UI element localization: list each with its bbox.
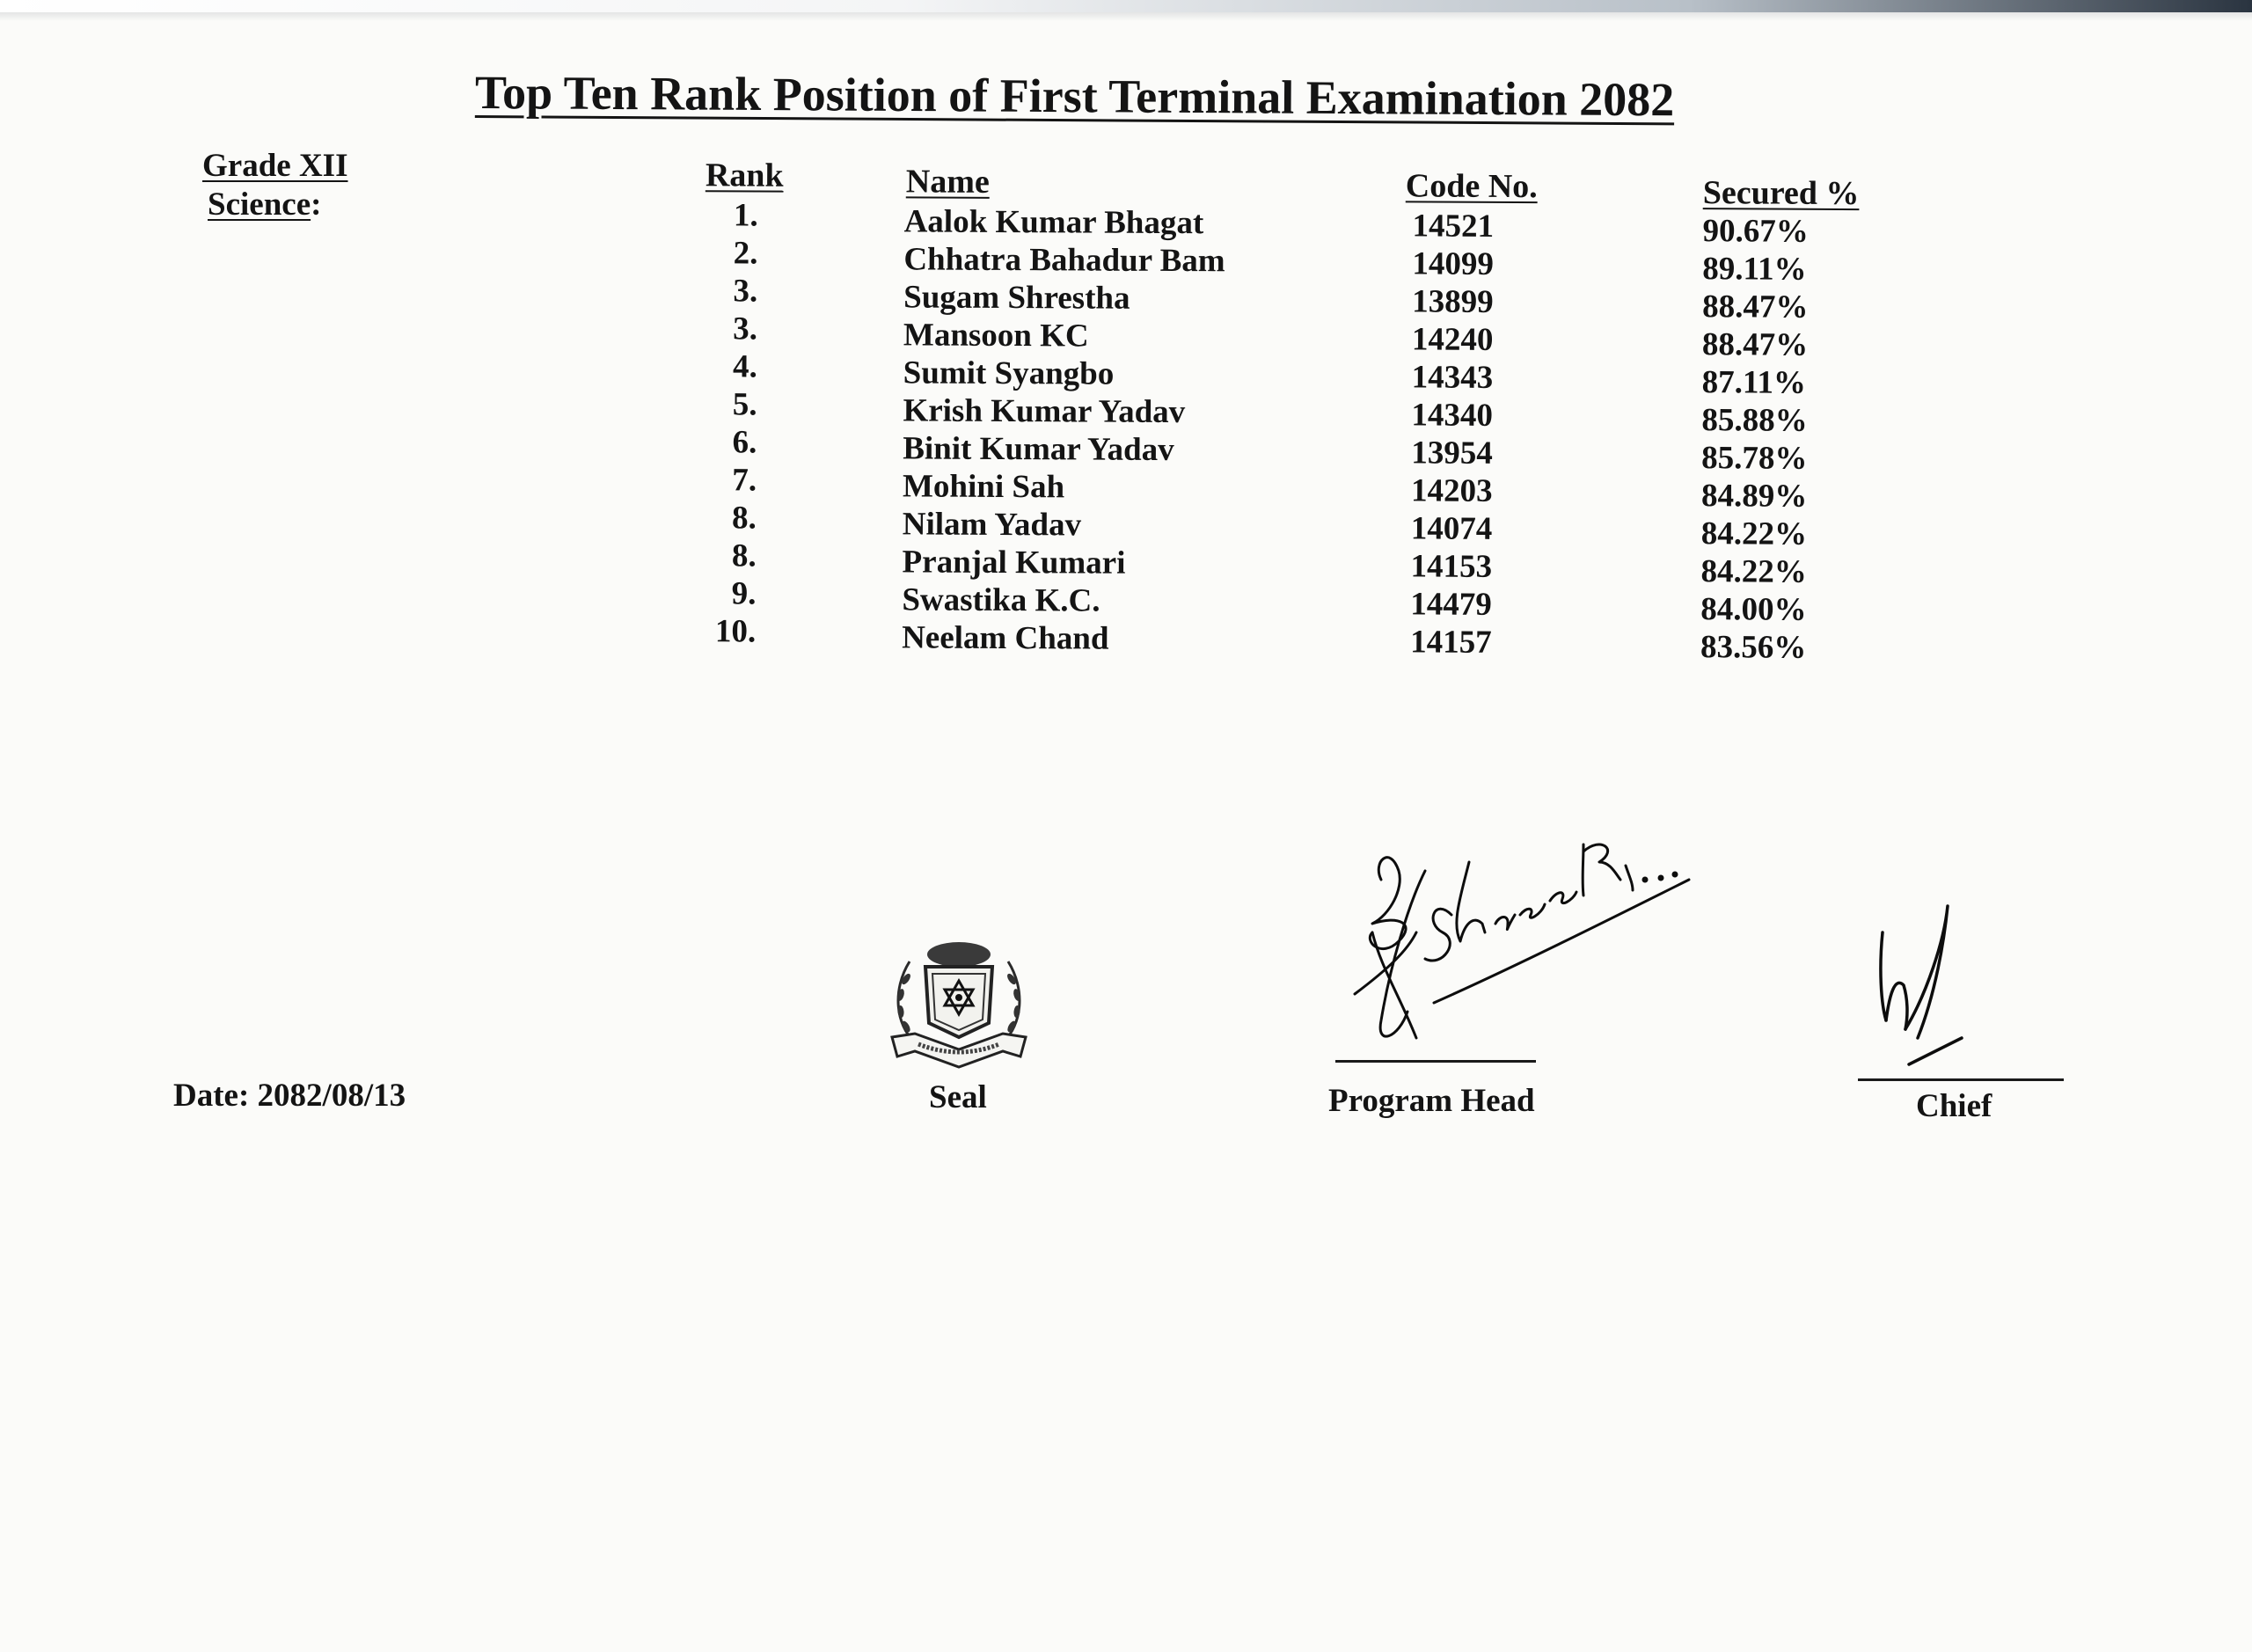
table-row [666,613,1897,666]
row-name: Mansoon KC [903,317,1089,355]
row-name: Swastika K.C. [902,581,1100,619]
row-code: 13954 [1411,435,1493,471]
row-name: Aalok Kumar Bhagat [903,203,1204,242]
row-percent: 83.56% [1700,629,1807,666]
row-name: Chhatra Bahadur Bam [903,241,1225,280]
row-code: 14099 [1412,245,1494,282]
row-percent: 87.11% [1701,364,1807,401]
school-seal-icon [880,928,1038,1078]
rank-table [666,158,1900,666]
table-row [668,273,1899,325]
row-rank: 6. [732,424,757,461]
page-top-edge [0,0,2252,12]
header-percent: Secured % [1702,174,1860,213]
stream-colon: : [311,186,322,223]
program-head-signature-line [1335,1060,1536,1063]
table-row [668,311,1899,363]
row-code: 14240 [1411,321,1494,358]
row-percent: 88.47% [1702,289,1809,325]
row-rank: 5. [732,386,757,423]
row-percent: 89.11% [1702,251,1807,288]
row-code: 14521 [1412,208,1495,245]
page-top-edge-shadow [0,12,2252,21]
stream-label [208,188,321,221]
row-percent: 85.88% [1701,402,1808,439]
table-row [667,386,1898,439]
table-row [667,462,1898,515]
row-name: Sumit Syangbo [903,355,1115,392]
row-code: 14343 [1411,359,1494,396]
row-rank: 8. [732,500,757,537]
row-code: 14074 [1410,510,1493,547]
header-name: Name [905,163,990,201]
header-rank: Rank [705,157,784,194]
row-name: Mohini Sah [902,468,1065,506]
row-rank: 9. [731,575,757,612]
row-rank: 3. [733,311,758,347]
chief-signature [1856,888,1988,1082]
issue-date: Date: 2082/08/13 [173,1078,406,1114]
row-rank: 10. [714,613,757,650]
table-row [668,348,1899,401]
program-head-signature [1320,792,1724,1064]
row-rank: 2. [733,235,758,272]
row-name: Binit Kumar Yadav [903,430,1174,469]
row-name: Neelam Chand [902,619,1109,657]
row-rank: 4. [732,348,757,385]
row-rank: 3. [733,273,758,310]
header-code: Code No. [1405,167,1538,206]
row-rank: 1. [733,197,758,234]
row-rank: 8. [731,537,757,574]
row-percent: 84.00% [1700,591,1807,628]
row-name: Pranjal Kumari [902,544,1126,581]
table-row [666,575,1897,628]
seal-label: Seal [929,1079,987,1115]
row-code: 14153 [1410,548,1493,585]
table-row [667,424,1898,477]
row-percent: 85.78% [1701,440,1808,477]
row-percent: 84.22% [1700,553,1807,590]
row-percent: 84.22% [1700,515,1808,552]
stream-name: Science [208,186,311,223]
chief-signature-line [1858,1078,2064,1081]
row-name: Sugam Shrestha [903,279,1130,317]
row-code: 14479 [1410,586,1492,623]
program-head-label: Program Head [1328,1083,1535,1119]
row-name: Nilam Yadav [902,506,1082,544]
table-row [668,235,1899,288]
row-percent: 84.89% [1700,478,1808,515]
row-name: Krish Kumar Yadav [903,392,1186,431]
document-title: Top Ten Rank Position of First Terminal Examination 2082 [474,66,1675,127]
row-percent: 90.67% [1702,213,1809,250]
row-code: 14203 [1410,472,1493,509]
grade-label: Grade XII [202,148,348,184]
row-code: 14157 [1410,624,1492,661]
row-percent: 88.47% [1701,326,1809,363]
table-row [667,500,1898,552]
row-code: 14340 [1411,397,1494,434]
chief-label: Chief [1916,1088,1992,1124]
table-row [669,197,1900,250]
table-row [667,537,1898,590]
row-code: 13899 [1412,283,1494,320]
row-rank: 7. [732,462,757,499]
